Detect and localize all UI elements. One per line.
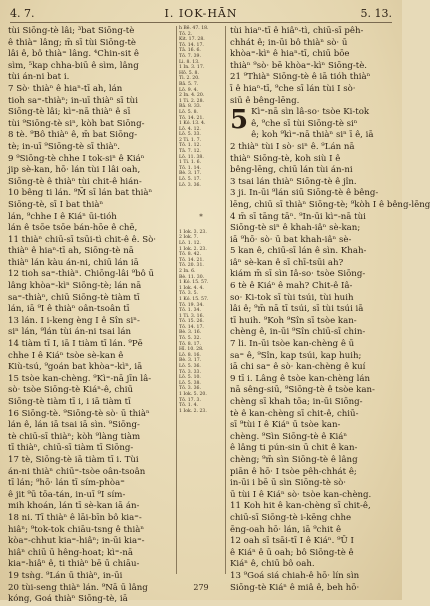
text-line: lâi ê; ⁹m̄ nā tī tsúi, sī tùi tsúi iā xyxy=(230,304,364,315)
section-mark: * xyxy=(199,212,203,221)
header-book-title: I. IOK-HĀN xyxy=(164,7,238,20)
cross-reference: Lō. 5. 17. xyxy=(179,177,201,183)
text-line: tùi Siōng-tè lâi; ³bat Siōng-tè xyxy=(8,26,135,36)
text-line: Kiáⁿ ê, chiū bô oah. xyxy=(230,559,315,570)
text-line: Siōng-tè siⁿ ê khah-iâⁿ sè-kan; xyxy=(230,223,361,234)
cross-reference: Bè. 11. 30. xyxy=(179,274,205,280)
text-line: Siōng-tè ê thiàⁿ tùi chit-ê hián- xyxy=(8,176,142,187)
header-right-ref: 5. 13. xyxy=(360,7,392,20)
text-line: tī huih. ⁹Koh ⁹Sîn sī tsòe kan- xyxy=(230,315,357,326)
cross-reference: 1 In. 3. 17. xyxy=(179,65,205,71)
text-line: tī thiàⁿ, chiū-sī tiàm tī Siōng- xyxy=(8,443,134,454)
cross-reference: Tō. 1. 12. xyxy=(179,143,201,149)
text-line: lán ê, lán iā tsai iā sìn. ⁹Siōng- xyxy=(8,420,140,431)
text-line: 13 ⁹Goá siá chiah-ê hō· lín sìn xyxy=(230,570,360,581)
text-line: chhe I ê Kiáⁿ tsòe sè-kan ê xyxy=(8,350,124,361)
text-line: 16 Siōng-tè. ⁹Siōng-tè sò· ū thiàⁿ xyxy=(8,408,150,419)
text-line: tùi án-ni bat i. xyxy=(8,72,70,83)
text-line: ī ê hiaⁿ-tī, ⁹che sī lán tùi I sò· xyxy=(230,83,356,94)
cross-reference: Tō. 8. 42. xyxy=(179,252,201,258)
left-text-column xyxy=(8,26,173,605)
cross-reference: Tō. 3. 33. xyxy=(179,369,201,375)
text-line: 7 li. In-ūi tsòe kan-chèng ê ū xyxy=(230,339,355,350)
text-line: ê thià⁼ lâng; m̄ sī tùi Siōng-tè xyxy=(8,37,137,48)
cross-reference: Lō. 3. 36. xyxy=(179,182,201,188)
text-line: 5 kan ê, chiū-sī lán ê sìn. Khah- xyxy=(230,246,367,257)
text-line: ê lâng ti pún-sin ū chit ê kan- xyxy=(230,443,358,454)
text-line: 3 ji. In-ūi ⁹lán siū Siōng-tè ê bêng- xyxy=(230,188,379,199)
text-line: kóng, Goá thiàⁿ Siōng-tè, iā xyxy=(8,594,128,605)
cross-reference: Lō. 5. 8. xyxy=(179,109,198,115)
cross-reference: Lō. 5. 33. xyxy=(179,132,201,138)
text-line: kiám m̄ sī sìn Iâ-so· tsòe Siōng- xyxy=(230,269,366,280)
text-line: sī ⁹tùi I ê Kiáⁿ ū tsòe kan- xyxy=(230,420,341,431)
text-line: tè; in-uī ⁹Siōng-tè sī thiàⁿ. xyxy=(8,141,121,152)
cross-reference: 2 Iok. 7. xyxy=(179,235,199,241)
cross-reference: Hō. 5. 8. xyxy=(179,70,199,76)
text-line: kia⁼-hiâⁿ ê, ti thiàⁿ bē ū chiāu- xyxy=(8,559,140,570)
cross-reference: Tō. 14. 21. xyxy=(179,115,204,121)
cross-reference: Tō. 15. 26. xyxy=(179,319,204,325)
text-line: Siōng-tè, sī I bat thiàⁿ xyxy=(8,199,104,210)
cross-reference: Bâ. 8. 33. xyxy=(179,104,202,110)
cross-reference xyxy=(179,205,223,211)
text-line: 17 tè, Siōng-tè iā tiàm tī i. Tùi xyxy=(8,454,139,465)
text-line: chèng; ⁹m̄ sìn Siōng-tè ê lâng xyxy=(230,454,358,465)
cross-reference: Lō. 1. 12. xyxy=(179,240,201,246)
text-line: 2 thiàⁿ tùi I sò· siⁿ ê. ⁹Lán nā xyxy=(230,141,355,152)
cross-reference: 1 Ti. 1. 6. xyxy=(179,160,202,166)
cross-reference: 1 Ti. 3. 16. xyxy=(179,313,204,319)
cross-reference: Lō. 8. 16. xyxy=(179,352,201,358)
text-line: 7 Sò· thiàⁿ ê hiaⁿ-tī ah, lán xyxy=(8,83,123,94)
text-line: chèng ê, in-ūi ⁹Sîn chiū-sī chin- xyxy=(230,327,366,338)
text-line: bêng-lēng, chiū lán tùi án-ni xyxy=(230,165,353,176)
cross-reference: Tō. 14. 21. xyxy=(179,257,204,263)
right-text-column xyxy=(230,26,430,593)
text-line: 13 lán. I i-keng èng I ê Sîn siⁿ- xyxy=(8,315,140,326)
cross-reference: Tō. 5. 32. xyxy=(179,336,201,342)
cross-reference: Bâ. 5. 7. xyxy=(179,81,199,87)
text-line: so· Ki-tok sī tùi tsúi, tùi huih xyxy=(230,292,354,303)
text-line: tùi ⁹Siōng-tè siⁿ, kòh bat Siōng- xyxy=(8,118,145,129)
cross-reference: 1 Iok. 4. 4. xyxy=(179,285,204,291)
text-line: nā sêng-siū, ⁹Siōng-tè ê tsòe kan- xyxy=(230,385,375,396)
cross-reference: Lō. 9. 4. xyxy=(179,87,198,93)
text-line: iâⁿ sè-kan ê sī chī-tsūi ah? xyxy=(230,257,344,268)
running-header xyxy=(10,6,392,23)
text-line: sa⁼ ê, ⁹Sîn, kap tsúi, kap huih; xyxy=(230,350,362,361)
text-line: hiâⁿ chiū ū hêng-hoat; kì⁼-nā xyxy=(8,547,134,558)
text-line: lēng, chiū sī thiàⁿ Siōng-tè; ⁹kòh I ê bêng-lēng xyxy=(230,199,430,210)
text-line: tùi hiaⁿ-tī ê hiâⁿ-tì, chiū-sī pêh- xyxy=(230,26,364,36)
text-line: jip sè-kan, hō· lán tùi I lâi oah, xyxy=(8,165,141,176)
text-line: 18 ni. Tī thiàⁿ ê lāi-bīn bô kia⁼- xyxy=(8,512,142,523)
text-line: hiâⁿ; ⁹tok-tok chiāu-tsng ê thiàⁿ xyxy=(8,524,145,535)
cross-reference: Bè. 3. 17. xyxy=(179,171,202,177)
text-line: tè chiū-sī thiàⁿ; kòh ⁹làng tiàm xyxy=(8,431,141,442)
cross-reference: 1 Ti. 2. 28. xyxy=(179,98,204,104)
text-line: ēng-oah hō· lán, iā ⁹chit ê xyxy=(230,524,342,535)
cross-reference: Kit. 17. 28. xyxy=(179,37,205,43)
cross-reference: Bè. 3. 16. xyxy=(179,330,202,336)
cross-reference: 1 Iok. 2. 23. xyxy=(179,408,207,414)
cross-reference: Li. 8. 13. xyxy=(179,59,200,65)
text-line: 21 ⁹Thiàⁿ Siōng-tè ê iā tióh thiàⁿ xyxy=(230,72,371,83)
text-line: Kì⁼-nā sìn lâ-so· tsòe Ki-tok xyxy=(251,107,370,118)
cross-reference: Tì. 2. 20. xyxy=(179,76,200,82)
cross-reference: Hī. 10. 28. xyxy=(179,347,204,353)
cross-reference: Lō. 11. 38. xyxy=(179,154,204,160)
text-line: piān ê hō· I tsòe pêh-chhát ê; xyxy=(230,466,357,477)
cross-reference: Tō. 1. 34. xyxy=(179,308,201,314)
cross-reference: Tō. 14. 17. xyxy=(179,324,204,330)
cross-reference: Tō. 1. 14. xyxy=(179,165,201,171)
header-left-ref: 4. 7. xyxy=(10,7,35,20)
cross-reference: 1 Iok. 5. 20. xyxy=(179,392,207,397)
cross-reference: 1 Kó. 15. 57. xyxy=(179,280,209,286)
text-line: sìm, ⁵kap chha-biū ê sìm, lâng xyxy=(8,60,139,71)
cross-reference: Tō. 8. 17. xyxy=(179,341,201,347)
text-line: 3 tsai lán thiàⁿ Siōng-tè ê jîn. xyxy=(230,176,357,187)
text-line: Siōng-tè Kiáⁿ ê miâ ê, beh hō· xyxy=(230,582,360,593)
text-line: 15 tsòe kan-chèng. ⁹Kì⁼-nā jīn lâ- xyxy=(8,373,152,384)
cross-reference: Lō. 4. 12. xyxy=(179,126,201,132)
text-line: chèng. ⁹Sìn Siōng-tè ê Kiáⁿ xyxy=(230,431,348,442)
text-line: sò· tsòe Siōng-tè Kiáⁿ-ê, chiū xyxy=(8,385,134,396)
text-line: 14 tiàm tī I, iā I tiàm tī lán. ⁹Pē xyxy=(8,339,143,350)
text-line: 12 tioh sa⁼-thiàⁿ. Chiōng-lâi ⁹bô ū xyxy=(8,269,155,280)
text-line: 11 thiàⁿ chiū-sī tsūi-tì chit-ê ê. Sò· xyxy=(8,234,156,245)
text-line: Siōng-tè tiàm tī i, i iā tiàm tī xyxy=(8,397,131,407)
text-line: thiàⁿ lán kàu án-ni, chiū lán iā xyxy=(8,257,139,268)
text-line: chiū-sī Siōng-tè i-kēng chhe xyxy=(230,512,352,523)
cross-reference: h Bē. 47. 18. xyxy=(179,26,209,31)
cross-reference: 1 Kó. 13. 4. xyxy=(179,121,206,127)
text-line: Kiù-tsú, ⁹goán bat khòa⁼-kìⁿ, iā xyxy=(8,362,143,373)
text-line: lán, iā ⁹I ê thiàⁿ oân-tsoân tī xyxy=(8,304,130,315)
text-line: lán, ⁹chhe I ê Kiáⁿ ūi-tióh xyxy=(8,211,117,222)
chapter-number: 5 xyxy=(230,105,249,136)
cross-reference-column xyxy=(176,26,226,574)
cross-reference: Tō. 3. 5. xyxy=(179,291,198,297)
text-line: 6 tè ê Kiáⁿ ê mah? Chit-ê Iâ- xyxy=(230,281,353,292)
page-number: 279 xyxy=(193,583,209,592)
cross-reference: 1 Iok. 2. 23. xyxy=(179,246,207,252)
text-line: sa⁼-thiàⁿ, chiū Siōng-tè tiàm tī xyxy=(8,292,140,303)
text-line: 11 Koh hit ê kan-chèng sī chit-ê, xyxy=(230,501,371,512)
text-line: 9 tī i. Lâng ê tsòe kan-chèng lán xyxy=(230,373,370,384)
text-line: ê Kiáⁿ ê ū oah; bô Siōng-tè ê xyxy=(230,547,354,558)
text-line: 20 tùi-seng thiàⁿ lán. ⁹Nā ū lâng xyxy=(8,582,148,593)
text-line: ê; koh ⁹kì⁼-nā thiàⁿ siⁿ ī ê, iā xyxy=(251,130,374,141)
text-line: tī lán; ⁹hō· lán tī sím-phòa⁼ xyxy=(8,478,125,489)
text-line: tioh sa⁼-thiàⁿ; in-uī thiàⁿ sī tùi xyxy=(8,95,138,106)
text-line: 9 ⁹Siōng-tè chhe I tok-siⁿ ê Kiáⁿ xyxy=(8,153,145,164)
text-line: iā chi sa⁼ ê sò· kan-chèng ê kuí xyxy=(230,362,366,373)
text-line: chèng sī khah tōa; in-ūi Siōng- xyxy=(230,397,363,407)
text-line: 10 bêng ti lán. ⁹M̄ sī lán bat thiàⁿ xyxy=(8,188,153,199)
cross-reference: Tō. 7. 39. xyxy=(179,53,201,59)
text-line: Siōng-tè lâi; kì⁼-nā thiàⁿ ê sī xyxy=(8,107,131,118)
text-line: iā ⁹hō· sò· ū bat khah-iâⁿ sè- xyxy=(230,234,352,245)
cross-reference: Lō. 5. 10. xyxy=(179,375,201,381)
cross-reference: Tō. 19. 34. xyxy=(179,302,204,308)
text-line: ê jit ⁹ū tōa-tán, in-uī ⁹I sím- xyxy=(8,489,126,500)
cross-reference: Tō. 14. 17. xyxy=(179,42,204,48)
cross-reference: 2 Ti. 1. 7. xyxy=(179,137,202,143)
text-line: ū tùi I ê Kiáⁿ sò· tsòe kan-chèng. xyxy=(230,489,372,500)
text-line: ê, ⁹che sī tùi Siōng-tè siⁿ xyxy=(251,118,358,129)
cross-reference: Tō. 1. 4. xyxy=(179,403,198,409)
text-line: lán ê tsōe tsōe bán-hōe ê chē, xyxy=(8,223,138,234)
text-line: siⁿ lán, ⁹lán tùi án-ni tsai lán xyxy=(8,327,131,338)
cross-reference: Tā. 7. 12. xyxy=(179,149,201,155)
cross-reference: Tā. 16. 6. xyxy=(179,48,201,54)
text-line: tè ê kan-chèng sī chit-ê, chiū- xyxy=(230,408,359,419)
cross-reference: 2 In. 4. 20. xyxy=(179,93,205,99)
cross-reference: Lō. 5. 36. xyxy=(179,364,201,370)
text-line: lâng khòa⁼-kìⁿ Siōng-tè; lán nā xyxy=(8,281,142,292)
text-line: in-ūi i bē ū sìn Siōng-tè sò· xyxy=(230,478,347,489)
cross-reference: Tō. 20. 31. xyxy=(179,263,204,269)
cross-reference: Bè. 3. 17. xyxy=(179,358,202,364)
cross-reference: 2 In. 6. xyxy=(179,268,196,274)
text-line: thiàⁿ Siōng-tè, koh siù I ê xyxy=(230,153,341,164)
text-line: mih khoán, lán tī sè-kan iā án- xyxy=(8,501,140,512)
text-line: siū ê bêng-lēng. xyxy=(230,95,300,106)
cross-reference: Tō. 17. 3. xyxy=(179,397,201,403)
text-line: kòa⁼-chhut kia⁼-hiâⁿ; in-ūi kia⁼- xyxy=(8,536,145,547)
text-line: chhát ê; in-ūi bô thiàⁿ sò· ū xyxy=(230,37,348,48)
text-line: 8 tè. ⁹Bô thiàⁿ ê, m̄ bat Siōng- xyxy=(8,130,138,141)
text-line: thiàⁿ ê hiaⁿ-tī ah, Siōng-tè nā xyxy=(8,246,134,257)
text-line: lâi ê, bô thià⁼ lâng. ⁴Chin-sit ê xyxy=(8,49,139,60)
cross-reference: Tō. 2. xyxy=(179,31,193,37)
cross-reference: 1 Iok. 3. 23. xyxy=(179,229,207,235)
text-line: án-ni thiàⁿ chiū⁼-tsòe oân-tsoân xyxy=(8,466,146,477)
cross-reference: Lō. 5. 38. xyxy=(179,380,201,386)
cross-reference: 1 Kó. 15. 57. xyxy=(179,296,209,302)
text-line: khòa⁼-kìⁿ ê hiaⁿ-tī, chiū bōe xyxy=(230,49,350,60)
cross-reference: Tō. 3. 36. xyxy=(179,386,201,392)
text-line: 12 oah sī tsāi-tī I ê Kiáⁿ. ⁹Ū I xyxy=(230,536,354,547)
text-line: 19 tsǹg. ⁹Lán ū thiàⁿ, in-ūi xyxy=(8,570,123,581)
text-line: thiàⁿ ⁹sò· bē khòa⁼-kìⁿ Siōng-tè. xyxy=(230,60,368,71)
text-line: 4 m̄ sī tāng tāⁿ. ⁹In-ūi kì⁼-nā tùi xyxy=(230,211,366,222)
